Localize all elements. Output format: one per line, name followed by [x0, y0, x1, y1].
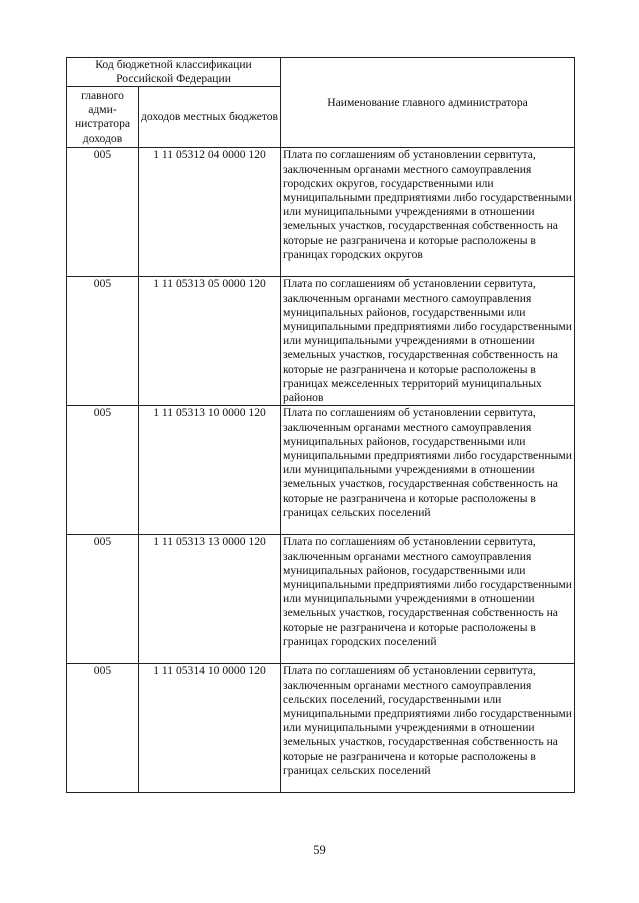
income-code-cell: 1 11 05313 05 0000 120 [139, 277, 281, 406]
income-code-cell: 1 11 05313 10 0000 120 [139, 406, 281, 535]
budget-classification-table [66, 57, 575, 793]
administrator-name-cell: Плата по соглашениям об установлении сервитута, заключенным органами местного самоуправления сельских поселений, государственными или муниципальными предприятиями либо государственными или муниципальными учреждениями в отношении земельных участков, государственная собственность на которые не разграничена и которые расположены в границах сельских поселений [281, 664, 575, 793]
header-col-income: доходов местных бюджетов [139, 87, 281, 148]
header-group-title: Код бюджетной классификации Российской Федерации [67, 58, 281, 87]
header-col-name: Наименование главного администратора [281, 58, 575, 148]
table-header-row-1 [67, 58, 575, 87]
header-col-admin: главного адми-нистратора доходов [67, 87, 139, 148]
income-code-cell: 1 11 05313 13 0000 120 [139, 535, 281, 664]
admin-code-cell: 005 [67, 277, 139, 406]
administrator-name-cell: Плата по соглашениям об установлении сервитута, заключенным органами местного самоуправления городских округов, государственными или муниципальными предприятиями либо государственными или муниципальными учреждениями в отношении земельных участков, государственная собственность на которые не разграничена и которые расположены в границах городских округов [281, 148, 575, 277]
admin-code-cell: 005 [67, 664, 139, 793]
page-number: 59 [313, 843, 326, 857]
table-row [67, 277, 575, 406]
admin-code-cell: 005 [67, 535, 139, 664]
table-row [67, 406, 575, 535]
administrator-name-cell: Плата по соглашениям об установлении сервитута, заключенным органами местного самоуправления муниципальных районов, государственными или муниципальными предприятиями либо государственными или муниципальными учреждениями в отношении земельных участков, государственная собственность на которые не разграничена и которые расположены в границах городских поселений [281, 535, 575, 664]
admin-code-cell: 005 [67, 148, 139, 277]
administrator-name-cell: Плата по соглашениям об установлении сервитута, заключенным органами местного самоуправления муниципальных районов, государственными или муниципальными предприятиями либо государственными или муниципальными учреждениями в отношении земельных участков, государственная собственность на которые не разграничена и которые расположены в границах межселенных территорий муниципальных районов [281, 277, 575, 406]
table-row [67, 664, 575, 793]
table-row [67, 535, 575, 664]
income-code-cell: 1 11 05314 10 0000 120 [139, 664, 281, 793]
table-row [67, 148, 575, 277]
admin-code-cell: 005 [67, 406, 139, 535]
income-code-cell: 1 11 05312 04 0000 120 [139, 148, 281, 277]
administrator-name-cell: Плата по соглашениям об установлении сервитута, заключенным органами местного самоуправления муниципальных районов, государственными или муниципальными предприятиями либо государственными или муниципальными учреждениями в отношении земельных участков, государственная собственность на которые не разграничена и которые расположены в границах сельских поселений [281, 406, 575, 535]
